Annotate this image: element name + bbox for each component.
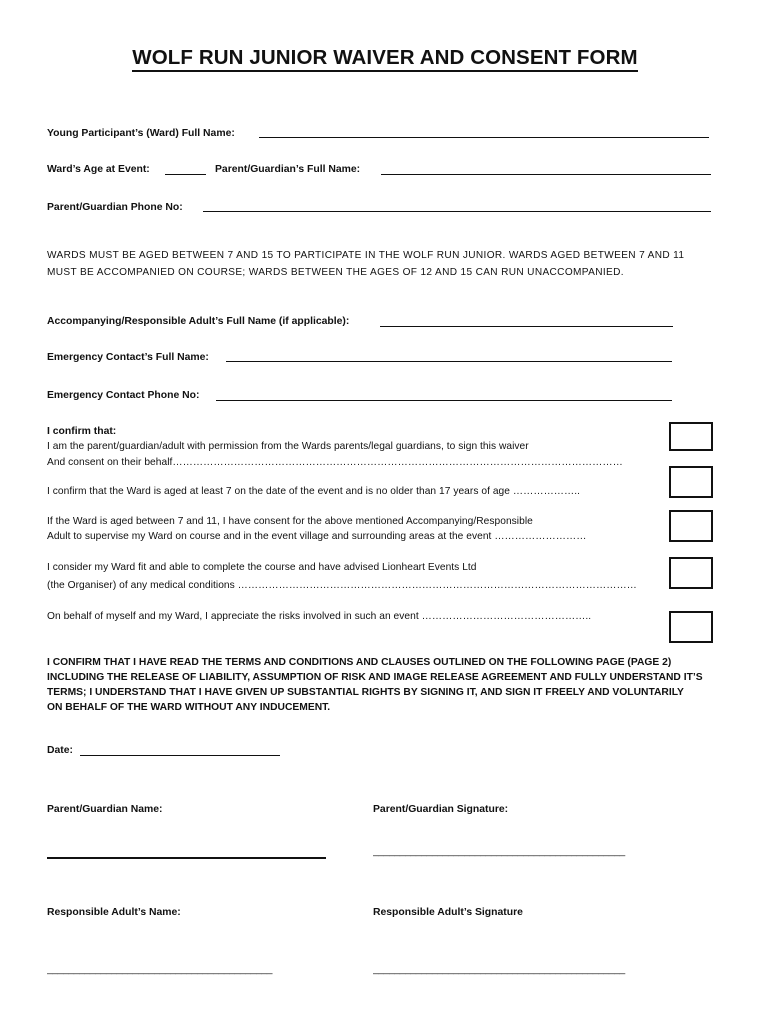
- guardian-phone-label: Parent/Guardian Phone No:: [47, 202, 183, 213]
- guardian-signature-field[interactable]: _______________________________________________: [373, 846, 625, 857]
- guardian-name-field[interactable]: [381, 174, 711, 175]
- declaration-line2: INCLUDING THE RELEASE OF LIABILITY, ASSUMPTION OF RISK AND IMAGE RELEASE AGREEMENT AND FULLY UNDERSTAND IT’S: [47, 672, 703, 683]
- accompanying-adult-label: Accompanying/Responsible Adult’s Full Name (if applicable):: [47, 316, 350, 327]
- age-notice-line1: WARDS MUST BE AGED BETWEEN 7 AND 15 TO PARTICIPATE IN THE WOLF RUN JUNIOR. WARDS AGED BETWEEN 7 AND 11: [47, 250, 685, 261]
- emergency-phone-label: Emergency Contact Phone No:: [47, 390, 200, 401]
- adult-name-field[interactable]: __________________________________________: [47, 964, 273, 975]
- emergency-contact-field[interactable]: [226, 361, 672, 362]
- guardian-name-label: Parent/Guardian’s Full Name:: [215, 164, 361, 175]
- accompanying-adult-field[interactable]: [380, 326, 673, 327]
- confirm-item-4-line2: (the Organiser) of any medical conditions ………………………………………………………………………………………………………: [47, 580, 637, 591]
- ward-age-label: Ward’s Age at Event:: [47, 164, 150, 175]
- confirm-checkbox-2[interactable]: [669, 466, 713, 498]
- date-field[interactable]: [80, 755, 280, 756]
- confirm-checkbox-4[interactable]: [669, 557, 713, 589]
- declaration-line1: I CONFIRM THAT I HAVE READ THE TERMS AND CONDITIONS AND CLAUSES OUTLINED ON THE FOLLOWING PAGE (PAGE 2): [47, 657, 672, 668]
- confirm-checkbox-1[interactable]: [669, 422, 713, 451]
- guardian-name-sig-label: Parent/Guardian Name:: [47, 804, 163, 815]
- confirm-item-3-line2: Adult to supervise my Ward on course and in the event village and surrounding areas at the event ………………………: [47, 531, 587, 542]
- confirm-item-1-line1: I am the parent/guardian/adult with permission from the Wards parents/legal guardians, to sign this waiver: [47, 441, 529, 452]
- guardian-name-sig-field[interactable]: [47, 857, 326, 859]
- emergency-phone-field[interactable]: [216, 400, 672, 401]
- guardian-signature-label: Parent/Guardian Signature:: [373, 804, 509, 815]
- confirm-item-4-line1: I consider my Ward fit and able to complete the course and have advised Lionheart Events Ltd: [47, 562, 477, 573]
- ward-age-field[interactable]: [165, 174, 206, 175]
- confirm-heading: I confirm that:: [47, 426, 117, 437]
- ward-name-field[interactable]: [259, 137, 709, 138]
- adult-signature-label: Responsible Adult’s Signature: [373, 907, 523, 918]
- adult-signature-field[interactable]: _______________________________________________: [373, 964, 625, 975]
- declaration-line4: ON BEHALF OF THE WARD WITHOUT ANY INDUCEMENT.: [47, 702, 331, 713]
- ward-name-label: Young Participant’s (Ward) Full Name:: [47, 128, 235, 139]
- confirm-item-3-line1: If the Ward is aged between 7 and 11, I have consent for the above mentioned Accompanying/Responsible: [47, 516, 533, 527]
- guardian-phone-field[interactable]: [203, 211, 711, 212]
- declaration-line3: TERMS; I UNDERSTAND THAT I HAVE GIVEN UP SUBSTANTIAL RIGHTS BY SIGNING IT, AND SIGN IT FREELY AND VOLUNTARILY: [47, 687, 684, 698]
- age-notice-line2: MUST BE ACCOMPANIED ON COURSE; WARDS BETWEEN THE AGES OF 12 AND 15 CAN RUN UNACCOMPANIED.: [47, 267, 624, 278]
- confirm-item-5-line1: On behalf of myself and my Ward, I appreciate the risks involved in such an event …………………………………………..: [47, 611, 592, 622]
- confirm-item-2-line1: I confirm that the Ward is aged at least 7 on the date of the event and is no older than 17 years of age ………………..: [47, 486, 581, 497]
- date-label: Date:: [47, 745, 73, 756]
- confirm-checkbox-5[interactable]: [669, 611, 713, 643]
- adult-name-label: Responsible Adult’s Name:: [47, 907, 181, 918]
- emergency-contact-label: Emergency Contact’s Full Name:: [47, 352, 209, 363]
- page-title: WOLF RUN JUNIOR WAIVER AND CONSENT FORM: [0, 46, 770, 70]
- confirm-item-1-line2: And consent on their behalf……………………………………………………………………………………………………………………: [47, 457, 623, 468]
- confirm-checkbox-3[interactable]: [669, 510, 713, 542]
